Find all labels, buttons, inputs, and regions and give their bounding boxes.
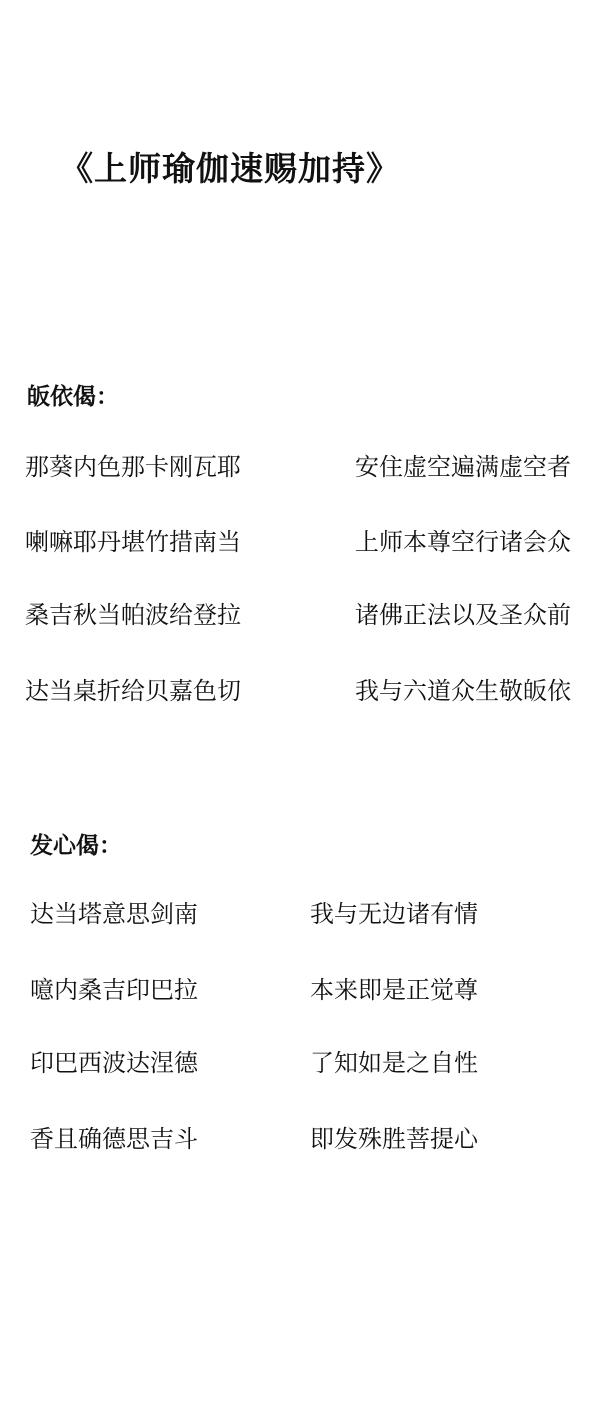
verse-line-left: 香且确德思吉斗 [30, 1125, 198, 1153]
verse-line-left: 达当桌折给贝嘉色切 [25, 677, 241, 705]
verse-line-left: 桑吉秋当帕波给登拉 [25, 601, 241, 629]
verse-line-left: 印巴西波达涅德 [30, 1049, 198, 1077]
verse-line-left: 达当塔意思剑南 [30, 900, 198, 928]
verse-line-left: 那葵内色那卡刚瓦耶 [25, 453, 241, 481]
verse-line-left: 喇嘛耶丹堪竹措南当 [25, 528, 241, 556]
page-title: 《上师瑜伽速赐加持》 [60, 149, 400, 188]
verse-line-right: 本来即是正觉尊 [310, 976, 478, 1004]
verse-line-right: 我与无边诸有情 [310, 900, 478, 928]
verse-line-right: 了知如是之自性 [310, 1049, 478, 1077]
verse-line-right: 上师本尊空行诸会众 [355, 528, 571, 556]
section-heading-refuge: 皈依偈： [27, 384, 119, 410]
verse-line-right: 即发殊胜菩提心 [310, 1125, 478, 1153]
section-heading-bodhicitta: 发心偈： [30, 833, 122, 859]
verse-line-left: 噫内桑吉印巴拉 [30, 976, 198, 1004]
verse-line-right: 安住虚空遍满虚空者 [355, 453, 571, 481]
verse-line-right: 诸佛正法以及圣众前 [355, 601, 571, 629]
verse-line-right: 我与六道众生敬皈依 [355, 677, 571, 705]
